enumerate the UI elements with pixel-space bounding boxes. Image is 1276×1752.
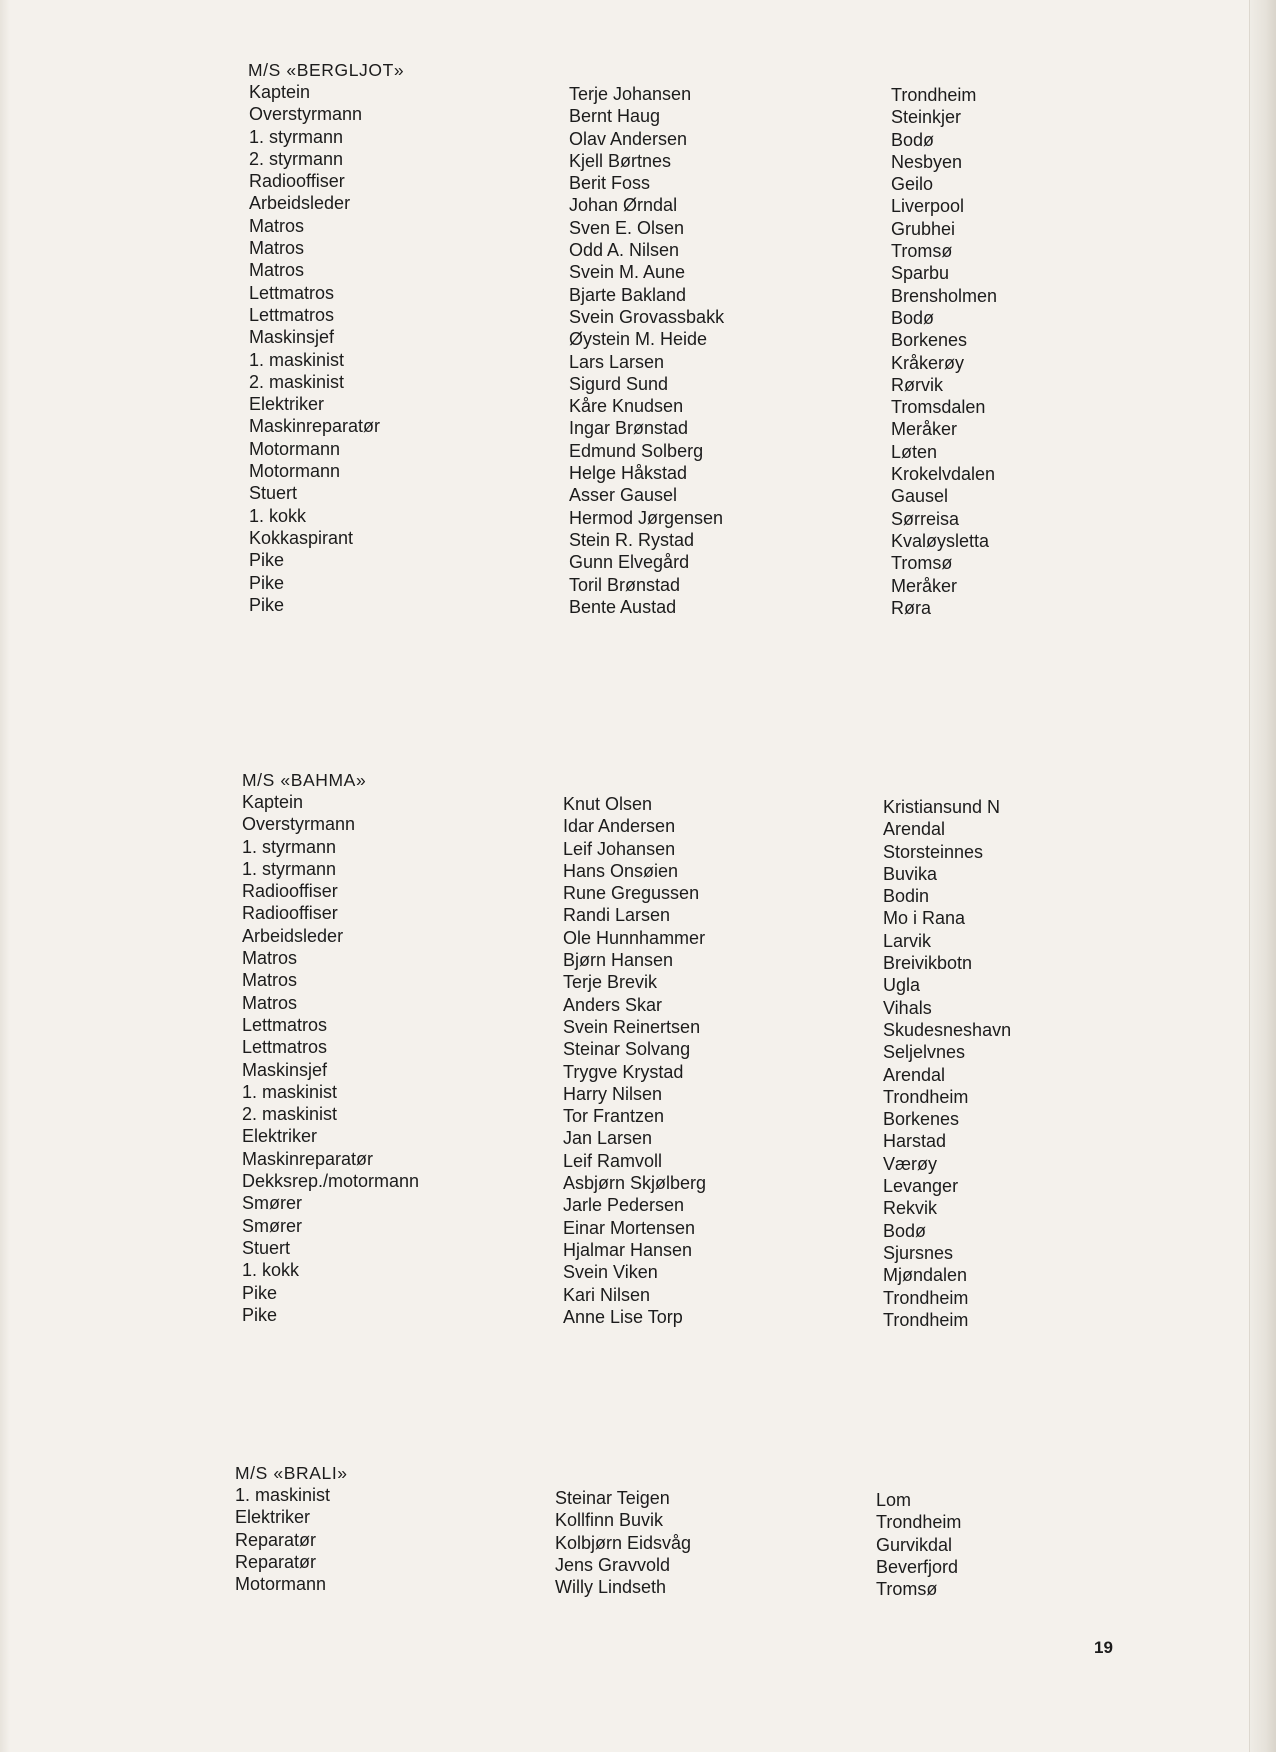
list-item: Harstad bbox=[883, 1131, 947, 1152]
list-item: Pike bbox=[249, 550, 285, 571]
list-item: Kristiansund N bbox=[883, 797, 1001, 817]
list-item: Borkenes bbox=[891, 330, 968, 351]
page-right-edge bbox=[1249, 0, 1276, 1752]
titles-column bbox=[249, 81, 380, 616]
list-item: Einar Mortensen bbox=[563, 1217, 696, 1238]
list-item: Gurvikdal bbox=[876, 1534, 953, 1555]
list-item: 1. kokk bbox=[249, 505, 307, 526]
list-item: Mo i Rana bbox=[883, 908, 966, 929]
list-item: Johan Ørndal bbox=[569, 195, 678, 216]
list-item: Bjarte Bakland bbox=[569, 284, 687, 305]
list-item: Kåre Knudsen bbox=[569, 396, 684, 417]
list-item: Pike bbox=[242, 1304, 278, 1325]
list-item: Trondheim bbox=[891, 85, 977, 105]
list-item: Elektriker bbox=[242, 1126, 318, 1147]
list-item: Trondheim bbox=[883, 1287, 969, 1308]
list-item: Matros bbox=[242, 970, 298, 991]
list-item: Terje Johansen bbox=[569, 84, 692, 104]
list-item: Lettmatros bbox=[249, 282, 335, 303]
list-item: 1. maskinist bbox=[249, 349, 345, 370]
list-item: Svein Grovassbakk bbox=[569, 306, 725, 327]
list-item: Smører bbox=[242, 1193, 302, 1214]
list-item: Sigurd Sund bbox=[569, 373, 669, 394]
crew-list-bergljot bbox=[248, 59, 1148, 618]
list-item: Anne Lise Torp bbox=[563, 1306, 683, 1327]
list-item: Reparatør bbox=[235, 1529, 317, 1550]
list-item: Radiooffiser bbox=[242, 881, 338, 902]
list-item: Arbeidsleder bbox=[242, 925, 344, 946]
list-item: Røra bbox=[891, 597, 931, 618]
list-item: Trondheim bbox=[883, 1086, 969, 1107]
list-item: Borkenes bbox=[883, 1109, 960, 1130]
list-item: Tromsø bbox=[891, 241, 953, 262]
list-item: Smører bbox=[242, 1215, 302, 1236]
list-item: Gausel bbox=[891, 486, 949, 507]
list-item: Beverfjord bbox=[876, 1556, 959, 1577]
list-item: Værøy bbox=[883, 1153, 937, 1174]
list-item: Maskinsjef bbox=[242, 1059, 328, 1080]
list-item: Kvaløysletta bbox=[891, 530, 990, 551]
list-item: Leif Johansen bbox=[563, 838, 676, 859]
list-item: Idar Andersen bbox=[563, 816, 676, 837]
list-item: Maskinsjef bbox=[249, 327, 335, 348]
list-item: Odd A. Nilsen bbox=[569, 240, 680, 261]
list-item: Tor Frantzen bbox=[563, 1106, 665, 1127]
list-item: Kokkaspirant bbox=[249, 527, 354, 548]
names-column bbox=[563, 793, 706, 1328]
list-item: Rune Gregussen bbox=[563, 883, 700, 904]
ship-name: M/S «BERGLJOT» bbox=[248, 60, 405, 80]
list-item: Sørreisa bbox=[891, 508, 960, 529]
titles-column bbox=[242, 791, 419, 1326]
list-item: Brensholmen bbox=[891, 285, 998, 306]
list-item: Trygve Krystad bbox=[563, 1061, 684, 1082]
list-item: Hjalmar Hansen bbox=[563, 1239, 693, 1260]
list-item: Mjøndalen bbox=[883, 1265, 968, 1286]
list-item: Motormann bbox=[249, 438, 341, 459]
list-item: Overstyrmann bbox=[249, 104, 363, 125]
list-item: Lettmatros bbox=[249, 304, 335, 325]
list-item: Pike bbox=[249, 572, 285, 593]
list-item: Tromsø bbox=[876, 1579, 938, 1600]
list-item: Steinar Teigen bbox=[555, 1488, 670, 1508]
list-item: 1. maskinist bbox=[235, 1485, 331, 1505]
names-column bbox=[569, 83, 724, 618]
page-number: 19 bbox=[1094, 1638, 1113, 1657]
list-item: Steinkjer bbox=[891, 107, 962, 128]
list-item: 1. kokk bbox=[242, 1260, 300, 1281]
list-item: Stuert bbox=[242, 1237, 291, 1258]
list-item: Bernt Haug bbox=[569, 106, 661, 127]
titles-column bbox=[235, 1484, 330, 1595]
list-item: Tromsdalen bbox=[891, 397, 986, 418]
list-item: Krokelvdalen bbox=[891, 464, 996, 485]
list-item: 2. styrmann bbox=[249, 148, 344, 169]
list-item: Grubhei bbox=[891, 218, 956, 239]
names-column bbox=[555, 1487, 691, 1598]
ship-name: M/S «BAHMA» bbox=[242, 770, 367, 790]
list-item: Kråkerøy bbox=[891, 352, 965, 373]
list-item: Sparbu bbox=[891, 263, 950, 284]
list-item: Arbeidsleder bbox=[249, 193, 351, 214]
list-item: Stuert bbox=[249, 483, 298, 504]
list-item: Rørvik bbox=[891, 374, 943, 395]
list-item: Liverpool bbox=[891, 196, 965, 217]
list-item: Anders Skar bbox=[563, 994, 663, 1015]
list-item: Lettmatros bbox=[242, 1014, 328, 1035]
list-item: Kolbjørn Eidsvåg bbox=[555, 1532, 692, 1553]
list-item: Buvika bbox=[883, 863, 938, 884]
list-item: Trondheim bbox=[883, 1309, 969, 1330]
list-item: Meråker bbox=[891, 575, 958, 596]
list-item: Rekvik bbox=[883, 1198, 938, 1219]
list-item: Bjørn Hansen bbox=[563, 950, 674, 971]
list-item: 2. maskinist bbox=[242, 1104, 338, 1125]
list-item: Lom bbox=[876, 1490, 912, 1510]
list-item: Hermod Jørgensen bbox=[569, 507, 724, 528]
list-item: Bodø bbox=[891, 307, 935, 328]
list-item: Storsteinnes bbox=[883, 841, 984, 862]
list-item: Motormann bbox=[249, 461, 341, 482]
list-item: Leif Ramvoll bbox=[563, 1150, 663, 1171]
list-item: Lettmatros bbox=[242, 1037, 328, 1058]
list-item: Maskinreparatør bbox=[249, 416, 381, 437]
list-item: Svein M. Aune bbox=[569, 262, 686, 283]
list-item: Ingar Brønstad bbox=[569, 418, 689, 439]
list-item: Terje Brevik bbox=[563, 972, 658, 993]
list-item: Svein Viken bbox=[563, 1262, 658, 1283]
list-item: Willy Lindseth bbox=[555, 1577, 667, 1598]
ship-name: M/S «BRALI» bbox=[235, 1463, 348, 1483]
list-item: Nesbyen bbox=[891, 151, 963, 172]
list-item: Matros bbox=[249, 260, 305, 281]
list-item: Harry Nilsen bbox=[563, 1083, 663, 1104]
list-item: Helge Håkstad bbox=[569, 463, 688, 484]
list-item: Øystein M. Heide bbox=[569, 329, 708, 350]
places-column bbox=[876, 1489, 961, 1600]
list-item: Matros bbox=[242, 948, 298, 969]
list-item: Bente Austad bbox=[569, 596, 677, 617]
list-item: Matros bbox=[249, 238, 305, 259]
list-item: Bodin bbox=[883, 886, 930, 907]
list-item: 1. maskinist bbox=[242, 1081, 338, 1102]
list-item: Kaptein bbox=[249, 82, 311, 102]
list-item: Ugla bbox=[883, 975, 921, 996]
list-item: Kaptein bbox=[242, 792, 304, 812]
list-item: Radiooffiser bbox=[242, 903, 338, 924]
list-item: 1. styrmann bbox=[242, 836, 337, 857]
list-item: Svein Reinertsen bbox=[563, 1016, 701, 1037]
crew-list-brali bbox=[235, 1462, 1135, 1600]
list-item: Motormann bbox=[235, 1574, 327, 1595]
list-item: Jens Gravvold bbox=[555, 1554, 671, 1575]
list-item: Kari Nilsen bbox=[563, 1284, 651, 1305]
list-item: Knut Olsen bbox=[563, 794, 653, 814]
list-item: Bodø bbox=[883, 1220, 927, 1241]
list-item: Tromsø bbox=[891, 553, 953, 574]
list-item: Gunn Elvegård bbox=[569, 552, 690, 573]
list-item: Overstyrmann bbox=[242, 814, 356, 835]
list-item: 2. maskinist bbox=[249, 371, 345, 392]
list-item: Levanger bbox=[883, 1176, 959, 1197]
list-item: Elektriker bbox=[249, 394, 325, 415]
list-item: Toril Brønstad bbox=[569, 574, 681, 595]
list-item: Pike bbox=[242, 1282, 278, 1303]
list-item: Berit Foss bbox=[569, 173, 651, 194]
list-item: Breivikbotn bbox=[883, 953, 973, 974]
list-item: Geilo bbox=[891, 174, 934, 195]
list-item: Hans Onsøien bbox=[563, 860, 679, 881]
page-left-shadow bbox=[0, 0, 10, 1752]
list-item: Ole Hunnhammer bbox=[563, 927, 706, 948]
crew-list-bahma bbox=[242, 769, 1142, 1330]
list-item: Dekksrep./motormann bbox=[242, 1171, 420, 1192]
list-item: Reparatør bbox=[235, 1551, 317, 1572]
list-item: Matros bbox=[249, 215, 305, 236]
list-item: 1. styrmann bbox=[242, 858, 337, 879]
list-item: 1. styrmann bbox=[249, 126, 344, 147]
list-item: Trondheim bbox=[876, 1512, 962, 1533]
list-item: Arendal bbox=[883, 1064, 946, 1085]
list-item: Steinar Solvang bbox=[563, 1039, 691, 1060]
list-item: Pike bbox=[249, 594, 285, 615]
places-column bbox=[883, 796, 1011, 1331]
list-item: Kjell Børtnes bbox=[569, 150, 672, 171]
list-item: Asbjørn Skjølberg bbox=[563, 1173, 707, 1194]
list-item: Maskinreparatør bbox=[242, 1148, 374, 1169]
list-item: Sjursnes bbox=[883, 1242, 954, 1263]
list-item: Jan Larsen bbox=[563, 1128, 653, 1149]
list-item: Vihals bbox=[883, 997, 932, 1018]
list-item: Asser Gausel bbox=[569, 485, 678, 506]
list-item: Bodø bbox=[891, 129, 935, 150]
list-item: Meråker bbox=[891, 419, 958, 440]
list-item: Stein R. Rystad bbox=[569, 529, 695, 550]
list-item: Matros bbox=[242, 992, 298, 1013]
list-item: Elektriker bbox=[235, 1507, 311, 1528]
list-item: Radiooffiser bbox=[249, 171, 345, 192]
list-item: Lars Larsen bbox=[569, 351, 665, 372]
list-item: Edmund Solberg bbox=[569, 440, 704, 461]
list-item: Seljelvnes bbox=[883, 1042, 966, 1063]
list-item: Skudesneshavn bbox=[883, 1019, 1012, 1040]
list-item: Jarle Pedersen bbox=[563, 1195, 685, 1216]
places-column bbox=[891, 84, 997, 619]
list-item: Olav Andersen bbox=[569, 128, 688, 149]
list-item: Sven E. Olsen bbox=[569, 217, 685, 238]
list-item: Randi Larsen bbox=[563, 905, 671, 926]
list-item: Arendal bbox=[883, 819, 946, 840]
list-item: Larvik bbox=[883, 930, 932, 951]
list-item: Kollfinn Buvik bbox=[555, 1510, 664, 1531]
list-item: Løten bbox=[891, 441, 938, 462]
